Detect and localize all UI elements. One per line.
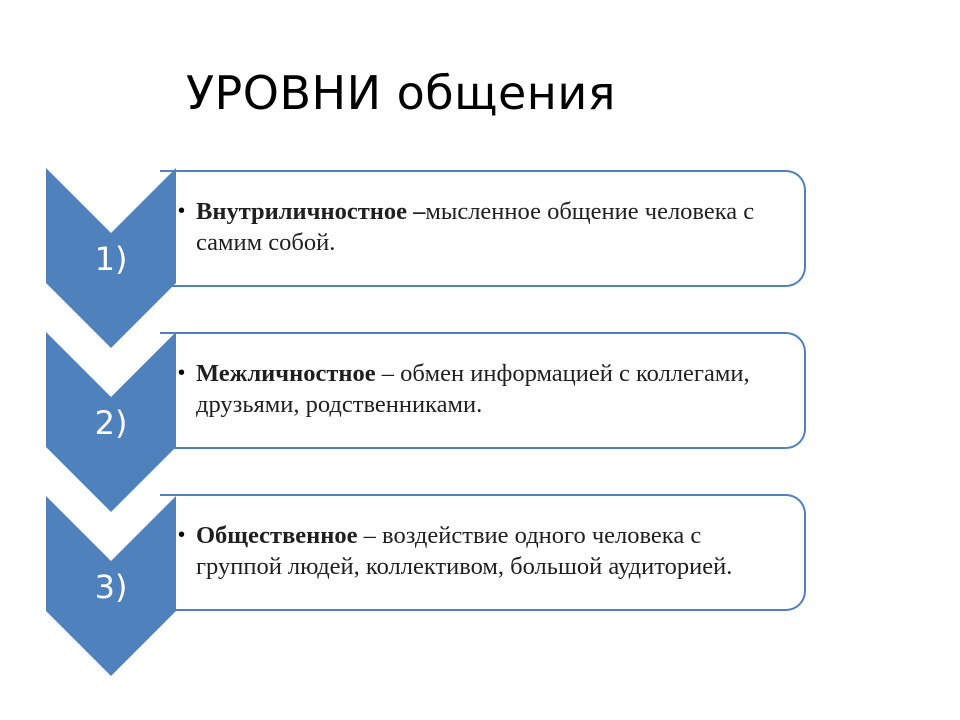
level-text-1 [178, 196, 790, 258]
level-separator-2: – [375, 360, 401, 387]
level-term-1: Внутриличностное [196, 198, 407, 225]
level-description-1: мысленное общение человека с самим собой. [196, 198, 755, 256]
level-term-2: Межличностное [196, 360, 376, 387]
bullet-icon: • [178, 200, 186, 222]
bullet-icon: • [178, 524, 186, 546]
level-term-3: Общественное [196, 522, 358, 549]
bullet-icon: • [178, 362, 186, 384]
level-card-2 [160, 332, 806, 449]
level-number-3: 3) [94, 568, 128, 606]
level-number-2: 2) [94, 404, 128, 442]
chevron-1 [46, 168, 176, 348]
level-number-1: 1) [94, 240, 128, 278]
level-text-2 [178, 358, 790, 420]
level-description-2: обмен информацией с коллегами, друзьями, родственниками. [196, 360, 750, 418]
level-card-3 [160, 494, 806, 611]
level-text-3 [178, 520, 790, 582]
chevron-2 [46, 332, 176, 512]
slide-title: УРОВНИ общения [186, 66, 616, 120]
level-description-3: воздействие одного человека с группой людей, коллективом, большой аудиторией. [196, 522, 733, 580]
level-separator-1: – [406, 198, 426, 225]
chevron-3 [46, 496, 176, 676]
level-separator-3: – [357, 522, 383, 549]
level-card-1 [160, 170, 806, 287]
